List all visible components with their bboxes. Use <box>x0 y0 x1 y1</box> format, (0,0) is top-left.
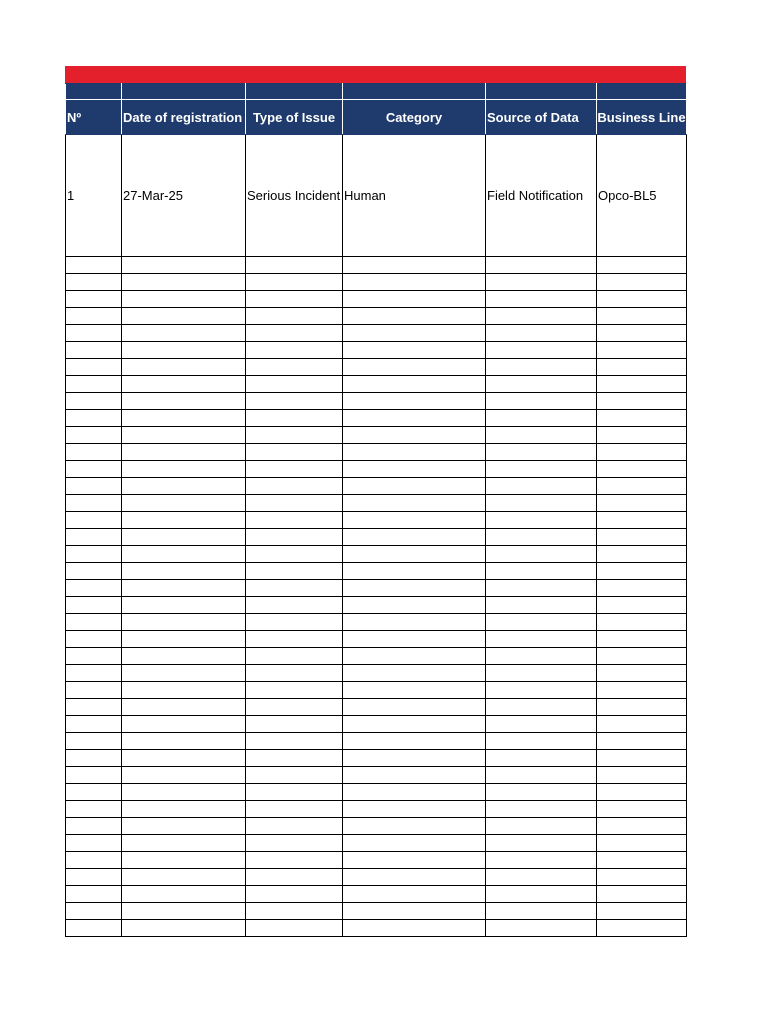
empty-cell[interactable] <box>597 801 687 818</box>
empty-cell[interactable] <box>343 444 486 461</box>
empty-cell[interactable] <box>486 648 597 665</box>
empty-cell[interactable] <box>486 393 597 410</box>
empty-table-row <box>66 291 687 308</box>
empty-cell[interactable] <box>343 665 486 682</box>
empty-cell[interactable] <box>486 665 597 682</box>
empty-cell[interactable] <box>66 291 122 308</box>
empty-cell[interactable] <box>486 580 597 597</box>
empty-cell[interactable] <box>66 257 122 274</box>
empty-cell[interactable] <box>486 427 597 444</box>
empty-cell[interactable] <box>597 886 687 903</box>
empty-cell[interactable] <box>66 563 122 580</box>
empty-cell[interactable] <box>246 512 343 529</box>
empty-cell[interactable] <box>343 869 486 886</box>
empty-cell[interactable] <box>66 274 122 291</box>
empty-cell[interactable] <box>246 750 343 767</box>
empty-cell[interactable] <box>597 274 687 291</box>
empty-cell[interactable] <box>122 665 246 682</box>
empty-table-row <box>66 580 687 597</box>
empty-cell[interactable] <box>486 920 597 937</box>
empty-cell[interactable] <box>122 529 246 546</box>
empty-cell[interactable] <box>122 563 246 580</box>
empty-cell[interactable] <box>66 852 122 869</box>
empty-table-row <box>66 852 687 869</box>
empty-cell[interactable] <box>486 546 597 563</box>
empty-cell[interactable] <box>246 801 343 818</box>
empty-cell[interactable] <box>122 546 246 563</box>
empty-cell[interactable] <box>122 512 246 529</box>
empty-cell[interactable] <box>66 478 122 495</box>
empty-table-row <box>66 767 687 784</box>
empty-cell[interactable] <box>66 512 122 529</box>
empty-cell[interactable] <box>486 835 597 852</box>
empty-cell[interactable] <box>343 546 486 563</box>
empty-cell[interactable] <box>343 920 486 937</box>
empty-table-row <box>66 393 687 410</box>
empty-cell[interactable] <box>597 920 687 937</box>
empty-cell[interactable] <box>246 563 343 580</box>
empty-table-row <box>66 529 687 546</box>
empty-cell[interactable] <box>122 750 246 767</box>
empty-cell[interactable] <box>343 784 486 801</box>
empty-cell[interactable] <box>122 886 246 903</box>
empty-cell[interactable] <box>486 410 597 427</box>
empty-cell[interactable] <box>122 325 246 342</box>
empty-cell[interactable] <box>122 835 246 852</box>
empty-cell[interactable] <box>66 546 122 563</box>
empty-cell[interactable] <box>246 444 343 461</box>
empty-cell[interactable] <box>597 597 687 614</box>
empty-cell[interactable] <box>343 342 486 359</box>
empty-cell[interactable] <box>66 716 122 733</box>
empty-table-row <box>66 597 687 614</box>
empty-cell[interactable] <box>486 614 597 631</box>
empty-cell[interactable] <box>597 563 687 580</box>
empty-cell[interactable] <box>66 410 122 427</box>
empty-cell[interactable] <box>246 920 343 937</box>
empty-cell[interactable] <box>246 410 343 427</box>
empty-cell[interactable] <box>66 682 122 699</box>
empty-cell[interactable] <box>486 886 597 903</box>
empty-cell[interactable] <box>246 274 343 291</box>
empty-cell[interactable] <box>246 376 343 393</box>
empty-cell[interactable] <box>66 665 122 682</box>
empty-cell[interactable] <box>597 631 687 648</box>
empty-cell[interactable] <box>597 767 687 784</box>
empty-cell[interactable] <box>246 716 343 733</box>
cell-number[interactable]: 1 <box>66 135 122 257</box>
table-row <box>66 135 687 257</box>
empty-cell[interactable] <box>486 478 597 495</box>
empty-cell[interactable] <box>486 359 597 376</box>
empty-cell[interactable] <box>246 852 343 869</box>
empty-cell[interactable] <box>486 682 597 699</box>
empty-cell[interactable] <box>343 580 486 597</box>
empty-cell[interactable] <box>486 767 597 784</box>
empty-cell[interactable] <box>122 410 246 427</box>
empty-cell[interactable] <box>486 903 597 920</box>
empty-cell[interactable] <box>66 903 122 920</box>
empty-cell[interactable] <box>343 852 486 869</box>
empty-cell[interactable] <box>246 648 343 665</box>
empty-cell[interactable] <box>597 682 687 699</box>
empty-cell[interactable] <box>486 597 597 614</box>
empty-cell[interactable] <box>66 444 122 461</box>
empty-table-row <box>66 478 687 495</box>
empty-cell[interactable] <box>246 461 343 478</box>
empty-table-row <box>66 648 687 665</box>
empty-cell[interactable] <box>343 614 486 631</box>
empty-cell[interactable] <box>122 733 246 750</box>
empty-cell[interactable] <box>66 342 122 359</box>
empty-cell[interactable] <box>486 444 597 461</box>
empty-cell[interactable] <box>122 308 246 325</box>
empty-cell[interactable] <box>597 376 687 393</box>
empty-cell[interactable] <box>597 325 687 342</box>
empty-cell[interactable] <box>66 393 122 410</box>
empty-cell[interactable] <box>66 869 122 886</box>
empty-cell[interactable] <box>597 580 687 597</box>
empty-table-row <box>66 359 687 376</box>
empty-table-row <box>66 308 687 325</box>
empty-cell[interactable] <box>122 920 246 937</box>
empty-table-row <box>66 444 687 461</box>
empty-cell[interactable] <box>66 325 122 342</box>
empty-cell[interactable] <box>246 546 343 563</box>
empty-cell[interactable] <box>246 427 343 444</box>
empty-cell[interactable] <box>486 529 597 546</box>
empty-table-row <box>66 750 687 767</box>
empty-cell[interactable] <box>122 716 246 733</box>
empty-cell[interactable] <box>122 359 246 376</box>
empty-cell[interactable] <box>597 733 687 750</box>
empty-cell[interactable] <box>66 359 122 376</box>
empty-cell[interactable] <box>486 699 597 716</box>
col-header-number[interactable]: Nº <box>66 100 122 135</box>
empty-cell[interactable] <box>343 597 486 614</box>
empty-table-row <box>66 427 687 444</box>
empty-cell[interactable] <box>66 818 122 835</box>
empty-cell[interactable] <box>343 410 486 427</box>
empty-cell[interactable] <box>486 461 597 478</box>
empty-cell[interactable] <box>246 614 343 631</box>
empty-table-row <box>66 818 687 835</box>
empty-table-row <box>66 342 687 359</box>
empty-cell[interactable] <box>343 393 486 410</box>
empty-table-row <box>66 631 687 648</box>
empty-cell[interactable] <box>597 716 687 733</box>
empty-cell[interactable] <box>122 495 246 512</box>
empty-table-row <box>66 257 687 274</box>
empty-cell[interactable] <box>486 512 597 529</box>
empty-cell[interactable] <box>597 852 687 869</box>
empty-cell[interactable] <box>246 665 343 682</box>
empty-cell[interactable] <box>597 699 687 716</box>
empty-table-row <box>66 665 687 682</box>
header-row <box>66 100 687 135</box>
empty-cell[interactable] <box>486 495 597 512</box>
empty-cell[interactable] <box>597 342 687 359</box>
col-header-source[interactable]: Source of Data <box>486 100 597 135</box>
empty-cell[interactable] <box>66 495 122 512</box>
empty-cell[interactable] <box>246 495 343 512</box>
empty-cell[interactable] <box>486 308 597 325</box>
empty-cell[interactable] <box>122 393 246 410</box>
empty-cell[interactable] <box>597 359 687 376</box>
empty-table-row <box>66 512 687 529</box>
empty-cell[interactable] <box>343 495 486 512</box>
empty-cell[interactable] <box>486 733 597 750</box>
empty-cell[interactable] <box>597 750 687 767</box>
empty-cell[interactable] <box>66 920 122 937</box>
empty-cell[interactable] <box>246 903 343 920</box>
empty-cell[interactable] <box>597 461 687 478</box>
empty-cell[interactable] <box>486 784 597 801</box>
empty-cell[interactable] <box>597 546 687 563</box>
empty-cell[interactable] <box>486 325 597 342</box>
empty-cell[interactable] <box>246 325 343 342</box>
empty-cell[interactable] <box>66 308 122 325</box>
title-bar <box>65 66 686 83</box>
col-header-date[interactable]: Date of registration <box>122 100 246 135</box>
empty-cell[interactable] <box>66 631 122 648</box>
empty-cell[interactable] <box>122 478 246 495</box>
empty-cell[interactable] <box>486 257 597 274</box>
empty-cell[interactable] <box>66 835 122 852</box>
empty-cell[interactable] <box>343 631 486 648</box>
empty-table-row <box>66 682 687 699</box>
empty-cell[interactable] <box>343 699 486 716</box>
empty-cell[interactable] <box>246 767 343 784</box>
header-band-row <box>66 84 687 100</box>
empty-table-row <box>66 495 687 512</box>
empty-cell[interactable] <box>343 529 486 546</box>
empty-table-row <box>66 614 687 631</box>
empty-table-row <box>66 869 687 886</box>
empty-cell[interactable] <box>343 512 486 529</box>
empty-cell[interactable] <box>486 376 597 393</box>
empty-cell[interactable] <box>343 648 486 665</box>
empty-cell[interactable] <box>597 869 687 886</box>
empty-cell[interactable] <box>597 818 687 835</box>
empty-cell[interactable] <box>597 478 687 495</box>
empty-cell[interactable] <box>66 614 122 631</box>
empty-cell[interactable] <box>246 359 343 376</box>
empty-cell[interactable] <box>246 835 343 852</box>
empty-cell[interactable] <box>343 325 486 342</box>
empty-cell[interactable] <box>343 291 486 308</box>
empty-table-row <box>66 886 687 903</box>
empty-cell[interactable] <box>246 580 343 597</box>
empty-cell[interactable] <box>66 801 122 818</box>
empty-cell[interactable] <box>597 648 687 665</box>
cell-type[interactable]: Serious Incident <box>246 135 343 257</box>
empty-cell[interactable] <box>486 869 597 886</box>
empty-cell[interactable] <box>122 427 246 444</box>
empty-table-row <box>66 563 687 580</box>
empty-cell[interactable] <box>246 818 343 835</box>
empty-table-row <box>66 835 687 852</box>
empty-cell[interactable] <box>246 308 343 325</box>
empty-cell[interactable] <box>343 359 486 376</box>
empty-cell[interactable] <box>122 274 246 291</box>
empty-cell[interactable] <box>597 308 687 325</box>
empty-cell[interactable] <box>486 818 597 835</box>
empty-cell[interactable] <box>246 478 343 495</box>
empty-cell[interactable] <box>597 427 687 444</box>
empty-cell[interactable] <box>122 444 246 461</box>
empty-cell[interactable] <box>66 733 122 750</box>
empty-cell[interactable] <box>66 886 122 903</box>
empty-cell[interactable] <box>122 342 246 359</box>
empty-cell[interactable] <box>486 801 597 818</box>
empty-cell[interactable] <box>122 376 246 393</box>
empty-table-row <box>66 376 687 393</box>
empty-cell[interactable] <box>66 597 122 614</box>
empty-cell[interactable] <box>246 682 343 699</box>
empty-cell[interactable] <box>343 750 486 767</box>
empty-table-row <box>66 325 687 342</box>
empty-table-row <box>66 733 687 750</box>
empty-table-row <box>66 699 687 716</box>
empty-cell[interactable] <box>66 767 122 784</box>
cell-category[interactable]: Human <box>343 135 486 257</box>
empty-cell[interactable] <box>66 427 122 444</box>
empty-cell[interactable] <box>122 291 246 308</box>
empty-cell[interactable] <box>246 257 343 274</box>
empty-cell[interactable] <box>246 529 343 546</box>
empty-cell[interactable] <box>597 444 687 461</box>
empty-cell[interactable] <box>66 648 122 665</box>
empty-cell[interactable] <box>343 376 486 393</box>
empty-cell[interactable] <box>66 580 122 597</box>
empty-cell[interactable] <box>66 461 122 478</box>
empty-table-row <box>66 903 687 920</box>
empty-cell[interactable] <box>246 393 343 410</box>
empty-cell[interactable] <box>597 410 687 427</box>
empty-cell[interactable] <box>343 716 486 733</box>
empty-cell[interactable] <box>66 376 122 393</box>
empty-cell[interactable] <box>122 869 246 886</box>
empty-cell[interactable] <box>122 784 246 801</box>
cell-source[interactable]: Field Notification <box>486 135 597 257</box>
empty-cell[interactable] <box>343 427 486 444</box>
empty-cell[interactable] <box>597 784 687 801</box>
empty-cell[interactable] <box>246 291 343 308</box>
empty-cell[interactable] <box>597 903 687 920</box>
empty-cell[interactable] <box>486 716 597 733</box>
empty-cell[interactable] <box>486 274 597 291</box>
empty-cell[interactable] <box>486 563 597 580</box>
empty-cell[interactable] <box>122 903 246 920</box>
empty-cell[interactable] <box>246 342 343 359</box>
empty-cell[interactable] <box>343 733 486 750</box>
empty-cell[interactable] <box>486 631 597 648</box>
empty-cell[interactable] <box>246 784 343 801</box>
empty-table-row <box>66 410 687 427</box>
empty-cell[interactable] <box>343 274 486 291</box>
cell-business-line[interactable]: Opco-BL5 <box>597 135 687 257</box>
empty-table-row <box>66 716 687 733</box>
empty-cell[interactable] <box>343 886 486 903</box>
empty-cell[interactable] <box>597 614 687 631</box>
col-header-type[interactable]: Type of Issue <box>246 100 343 135</box>
empty-cell[interactable] <box>246 733 343 750</box>
issue-register-table <box>65 83 687 937</box>
empty-cell[interactable] <box>597 665 687 682</box>
empty-cell[interactable] <box>122 852 246 869</box>
empty-cell[interactable] <box>343 818 486 835</box>
col-header-category[interactable]: Category <box>343 100 486 135</box>
empty-cell[interactable] <box>122 461 246 478</box>
empty-cell[interactable] <box>246 886 343 903</box>
empty-cell[interactable] <box>122 818 246 835</box>
empty-table-row <box>66 784 687 801</box>
empty-cell[interactable] <box>122 699 246 716</box>
col-header-business-line[interactable]: Business Line <box>597 100 687 135</box>
empty-cell[interactable] <box>66 699 122 716</box>
empty-cell[interactable] <box>343 308 486 325</box>
empty-cell[interactable] <box>343 801 486 818</box>
empty-cell[interactable] <box>343 257 486 274</box>
empty-cell[interactable] <box>122 682 246 699</box>
empty-cell[interactable] <box>597 257 687 274</box>
empty-cell[interactable] <box>246 699 343 716</box>
empty-cell[interactable] <box>597 291 687 308</box>
empty-cell[interactable] <box>343 767 486 784</box>
empty-cell[interactable] <box>122 648 246 665</box>
empty-table-row <box>66 920 687 937</box>
empty-cell[interactable] <box>486 291 597 308</box>
empty-cell[interactable] <box>597 495 687 512</box>
empty-cell[interactable] <box>122 257 246 274</box>
empty-table-row <box>66 801 687 818</box>
empty-table-row <box>66 274 687 291</box>
empty-cell[interactable] <box>343 682 486 699</box>
empty-cell[interactable] <box>486 750 597 767</box>
empty-cell[interactable] <box>66 750 122 767</box>
empty-cell[interactable] <box>246 869 343 886</box>
empty-table-row <box>66 461 687 478</box>
empty-cell[interactable] <box>122 767 246 784</box>
empty-cell[interactable] <box>122 597 246 614</box>
empty-cell[interactable] <box>597 512 687 529</box>
empty-cell[interactable] <box>122 631 246 648</box>
empty-cell[interactable] <box>343 903 486 920</box>
empty-cell[interactable] <box>597 835 687 852</box>
empty-cell[interactable] <box>343 461 486 478</box>
empty-cell[interactable] <box>66 529 122 546</box>
empty-table-row <box>66 546 687 563</box>
empty-cell[interactable] <box>66 784 122 801</box>
empty-cell[interactable] <box>597 529 687 546</box>
empty-cell[interactable] <box>122 801 246 818</box>
empty-cell[interactable] <box>343 563 486 580</box>
empty-cell[interactable] <box>246 631 343 648</box>
empty-cell[interactable] <box>122 614 246 631</box>
empty-cell[interactable] <box>486 852 597 869</box>
empty-cell[interactable] <box>246 597 343 614</box>
cell-date[interactable]: 27-Mar-25 <box>122 135 246 257</box>
empty-cell[interactable] <box>343 478 486 495</box>
empty-cell[interactable] <box>486 342 597 359</box>
empty-cell[interactable] <box>122 580 246 597</box>
empty-cell[interactable] <box>343 835 486 852</box>
empty-cell[interactable] <box>597 393 687 410</box>
